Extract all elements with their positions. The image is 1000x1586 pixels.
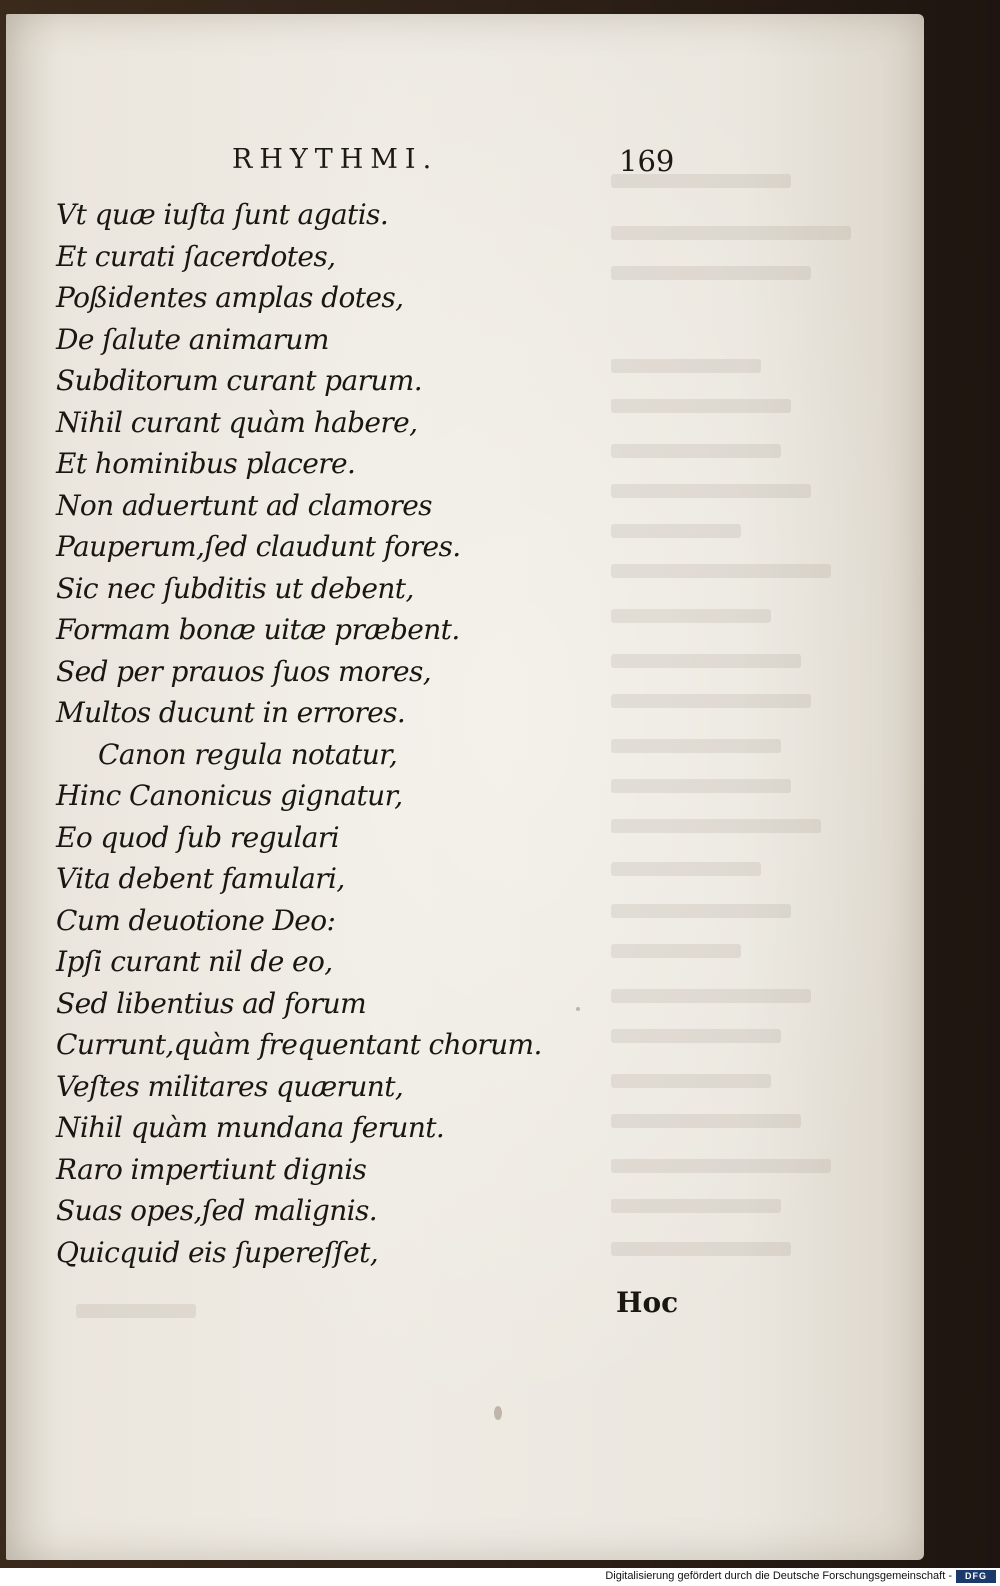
paper-stain [494, 1406, 502, 1420]
verse-line: Nihil quàm mundana ferunt. [56, 1111, 445, 1144]
verse-line: De ſalute animarum [56, 322, 329, 356]
verse-line: Veſtes militares quærunt, [56, 1069, 404, 1103]
verse-line: Ipſi curant nil de eo, [56, 945, 333, 978]
digitization-footer [0, 1568, 1000, 1586]
catchword: Hoc [616, 1286, 679, 1319]
verse-line: Non aduertunt ad clamores [56, 488, 432, 522]
verse-line: Multos ducunt in errores. [56, 696, 406, 729]
dfg-logo-icon: DFG [956, 1570, 996, 1583]
verse-line: Et curati ſacerdotes, [56, 239, 336, 273]
verse-line: Vt quæ iuſta ſunt agatis. [56, 198, 389, 231]
verse-line: Vita debent famulari, [56, 862, 345, 895]
show-through-text [76, 1304, 196, 1318]
verse-line: Suas opes,ſed malignis. [56, 1194, 378, 1227]
page-header [6, 144, 924, 184]
verse-line: Et hominibus placere. [56, 447, 356, 480]
verse-line: Nihil curant quàm habere, [56, 405, 418, 439]
page-number: 169 [619, 144, 675, 178]
verse-line: Currunt,quàm frequentant chorum. [56, 1028, 542, 1061]
book-page [6, 14, 924, 1560]
verse-line: Sed per prauos ſuos mores, [56, 654, 432, 688]
verse-block [56, 194, 676, 1273]
verse-line: Sic nec ſubditis ut debent, [56, 571, 414, 605]
verse-line: Formam bonæ uitæ præbent. [56, 613, 460, 646]
verse-line: Hinc Canonicus gignatur, [56, 779, 403, 812]
verse-line: Pauperum,ſed claudunt fores. [56, 530, 461, 563]
verse-line: Canon regula notatur, [98, 737, 398, 771]
verse-line: Subditorum curant parum. [56, 364, 423, 397]
verse-line: Poßidentes amplas dotes, [56, 281, 404, 314]
verse-line: Cum deuotione Deo: [56, 903, 336, 937]
funding-credit: Digitalisierung gefördert durch die Deutsche Forschungsgemeinschaft - [605, 1570, 952, 1582]
verse-line: Sed libentius ad forum [56, 986, 367, 1020]
verse-line: Raro impertiunt dignis [56, 1152, 367, 1186]
running-head: RHYTHMI. [232, 144, 439, 175]
verse-line: Eo quod ſub regulari [56, 820, 339, 854]
verse-line: Quicquid eis ſupereſſet, [56, 1235, 379, 1269]
